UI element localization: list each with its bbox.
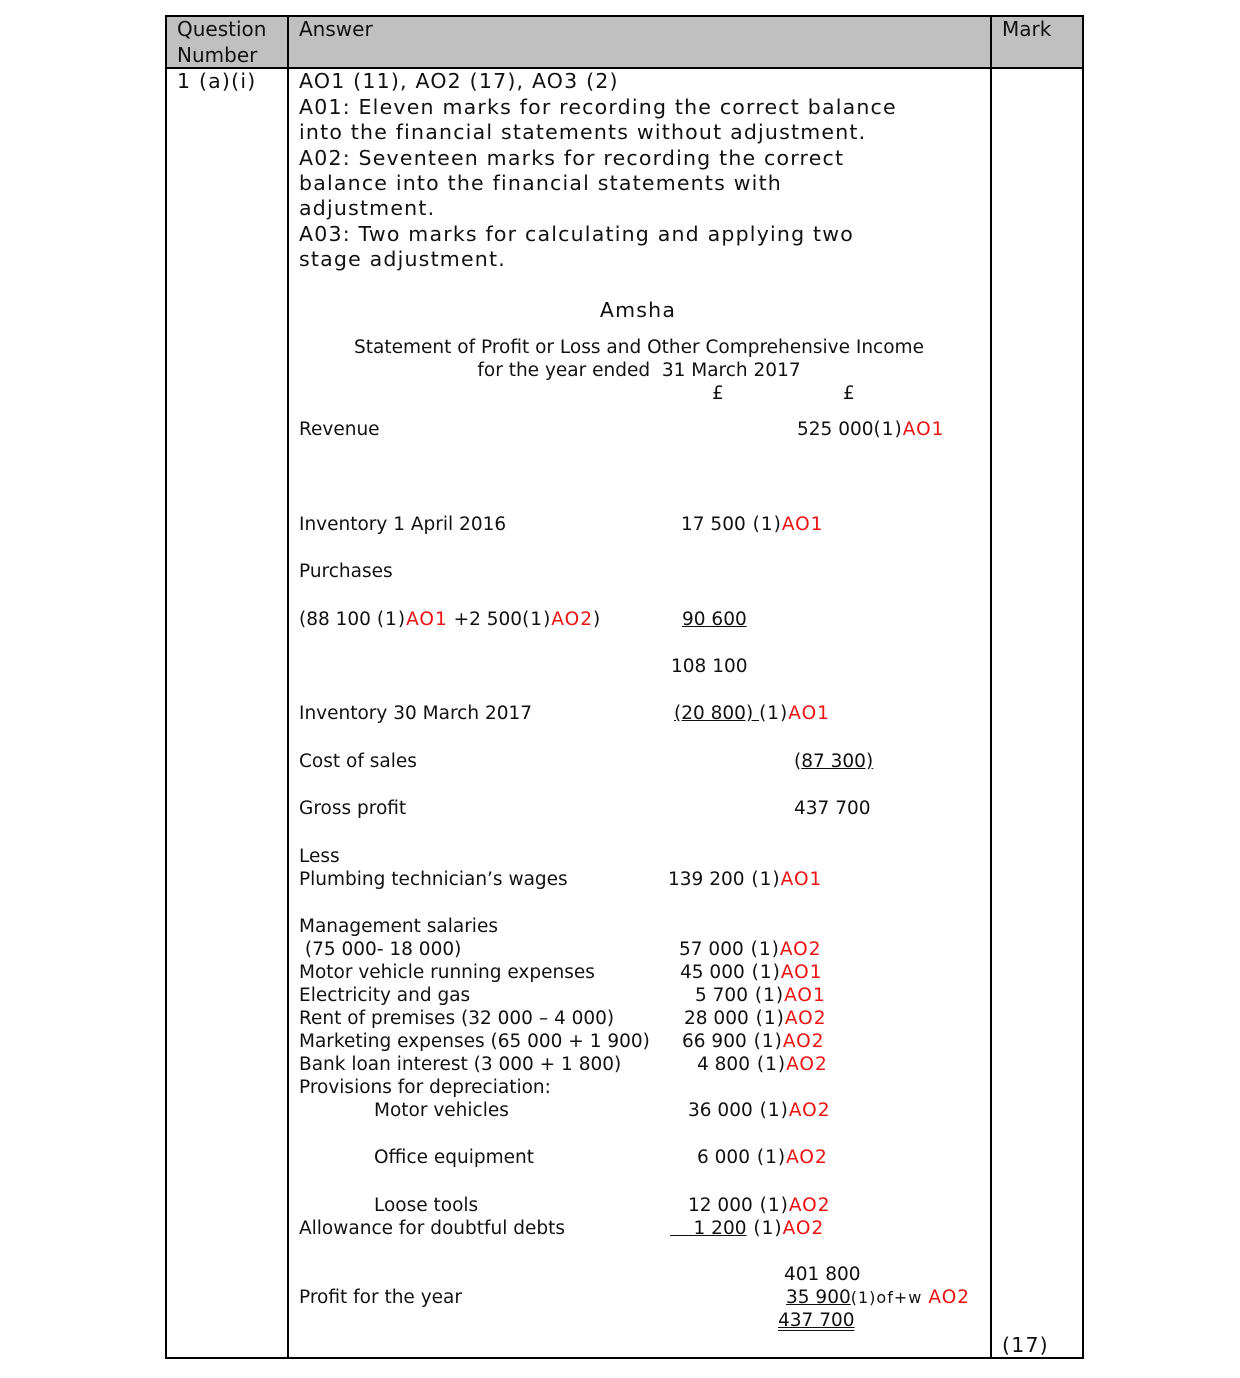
row-amount: (87 300) — [794, 751, 874, 772]
row-amount: 28 000 (1)AO2 — [684, 1008, 827, 1029]
row-amount: 6 000 (1)AO2 — [697, 1147, 828, 1168]
intro-line: A02: Seventeen marks for recording the correct — [299, 146, 845, 170]
row-label: (75 000- 18 000) — [299, 939, 462, 960]
intro-line: A01: Eleven marks for recording the correct balance — [299, 95, 897, 119]
row-label: Electricity and gas — [299, 985, 471, 1006]
row-amount: 36 000 (1)AO2 — [688, 1100, 831, 1121]
intro-line: into the financial statements without adjustment. — [299, 120, 867, 144]
row-label: Motor vehicle running expenses — [299, 962, 595, 983]
header-question: Question — [177, 17, 267, 41]
row-amount: 12 000 (1)AO2 — [688, 1195, 831, 1216]
row-label: Management salaries — [299, 916, 498, 937]
row-label: Purchases — [299, 561, 393, 582]
row-amount: 1 200 (1)AO2 — [670, 1218, 825, 1239]
row-label: Plumbing technician’s wages — [299, 869, 568, 890]
row-label: Rent of premises (32 000 – 4 000) — [299, 1008, 615, 1029]
row-label: Office equipment — [374, 1147, 534, 1168]
statement-period: for the year ended 31 March 2017 — [477, 360, 801, 381]
row-label: Allowance for doubtful debts — [299, 1218, 566, 1239]
intro-line: AO1 (11), AO2 (17), AO3 (2) — [299, 69, 619, 93]
column-divider — [990, 15, 992, 1358]
row-amount: 45 000 (1)AO1 — [680, 962, 823, 983]
row-label: Provisions for depreciation: — [299, 1077, 551, 1098]
row-amount: 66 900 (1)AO2 — [682, 1031, 825, 1052]
row-label: Motor vehicles — [374, 1100, 509, 1121]
row-amount: 437 700 — [794, 798, 871, 819]
row-amount: 35 900(1)of+w AO2 — [786, 1287, 971, 1308]
currency-symbol: £ — [843, 383, 855, 404]
row-amount: 17 500 (1)AO1 — [681, 514, 824, 535]
row-amount: 90 600 — [682, 609, 747, 630]
mark-total: (17) — [1002, 1333, 1049, 1357]
row-label: Loose tools — [374, 1195, 479, 1216]
row-amount: 437 700 — [778, 1310, 855, 1331]
row-amount: (20 800) (1)AO1 — [674, 703, 830, 724]
header-mark: Mark — [1002, 17, 1052, 41]
row-amount: 525 000(1)AO1 — [797, 419, 945, 440]
company-name: Amsha — [599, 298, 677, 322]
header-answer: Answer — [299, 17, 373, 41]
intro-line: adjustment. — [299, 196, 436, 220]
row-amount: 4 800 (1)AO2 — [697, 1054, 828, 1075]
row-amount: 108 100 — [671, 656, 748, 677]
row-amount: 401 800 — [784, 1264, 861, 1285]
column-divider — [287, 15, 289, 1358]
row-label: Inventory 30 March 2017 — [299, 703, 533, 724]
intro-line: stage adjustment. — [299, 247, 506, 271]
row-label: Less — [299, 846, 340, 867]
row-label: Bank loan interest (3 000 + 1 800) — [299, 1054, 622, 1075]
row-amount: 139 200 (1)AO1 — [668, 869, 823, 890]
statement-title: Statement of Profit or Loss and Other Comprehensive Income — [354, 337, 924, 358]
row-amount: 5 700 (1)AO1 — [695, 985, 826, 1006]
row-amount: 57 000 (1)AO2 — [679, 939, 822, 960]
intro-line: A03: Two marks for calculating and applying two — [299, 222, 854, 246]
row-label: Marketing expenses (65 000 + 1 900) — [299, 1031, 650, 1052]
row-label: Gross profit — [299, 798, 407, 819]
row-label: Inventory 1 April 2016 — [299, 514, 507, 535]
row-label: Revenue — [299, 419, 380, 440]
row-label: Profit for the year — [299, 1287, 462, 1308]
row-label: Cost of sales — [299, 751, 417, 772]
currency-symbol: £ — [712, 383, 724, 404]
question-number: 1 (a)(i) — [177, 69, 257, 93]
header-number: Number — [177, 43, 258, 67]
row-label: (88 100 (1)AO1 +2 500(1)AO2) — [299, 609, 601, 630]
intro-line: balance into the financial statements with — [299, 171, 783, 195]
